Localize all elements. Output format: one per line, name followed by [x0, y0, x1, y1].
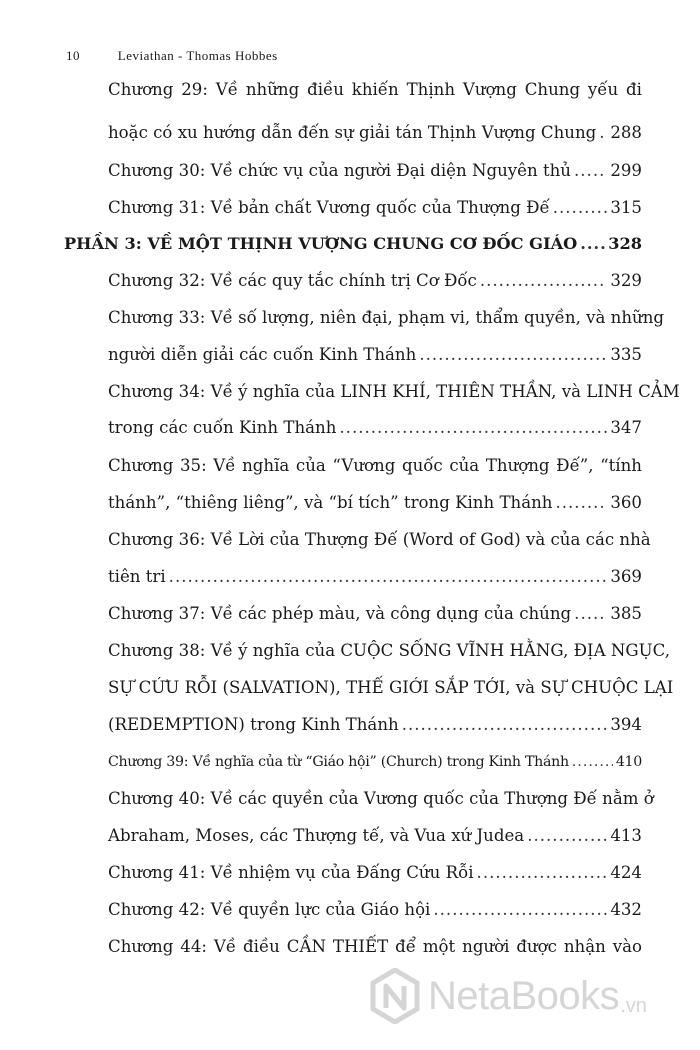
toc-entry-title: Chương 37: Về các phép màu, và công dụng của chúng [108, 604, 572, 623]
toc-page-number: 315 [610, 198, 642, 217]
dot-leader [599, 115, 607, 151]
toc-line[interactable] [108, 559, 642, 595]
dot-leader [553, 190, 608, 226]
toc-page-number: 329 [610, 271, 642, 290]
toc-line[interactable] [108, 744, 642, 780]
toc-entry-title: (REDEMPTION) trong Kinh Thánh [108, 715, 399, 734]
toc-page-number: 288 [610, 123, 642, 142]
toc-line[interactable] [108, 410, 642, 446]
toc-entry-title: Chương 39: Về nghĩa của từ “Giáo hội” (Church) trong Kinh Thánh [108, 754, 569, 770]
toc-line: Chương 38: Về ý nghĩa của CUỘC SỐNG VĨNH HẰNG, ĐỊA NGỤC, [108, 641, 670, 660]
toc-line[interactable] [108, 190, 642, 226]
dot-leader [574, 153, 607, 189]
toc-entry-title: tiên tri [108, 567, 166, 586]
dot-leader [339, 410, 607, 446]
toc-line: Chương 29: Về những điều khiến Thịnh Vượng Chung yếu đi [108, 80, 642, 99]
toc-entry-title: Chương 41: Về nhiệm vụ của Đấng Cứu Rỗi [108, 863, 474, 882]
netabooks-logo-icon [370, 968, 420, 1024]
toc-line[interactable] [108, 707, 642, 743]
toc-line[interactable] [108, 855, 642, 891]
toc-entry-title: Chương 32: Về các quy tắc chính trị Cơ Đốc [108, 271, 477, 290]
toc-page-number: 347 [610, 418, 642, 437]
dot-leader [580, 226, 605, 262]
toc-line: SỰ CỨU RỖI (SALVATION), THẾ GIỚI SẮP TỚI, và SỰ CHUỘC LẠI [108, 678, 674, 697]
toc-line: Chương 40: Về các quyền của Vương quốc của Thượng Đế nằm ở [108, 789, 654, 808]
toc-page-number: 413 [610, 826, 642, 845]
toc-line: Chương 33: Về số lượng, niên đại, phạm vi, thẩm quyền, và những [108, 308, 665, 327]
toc-page-number: 335 [610, 345, 642, 364]
running-header [66, 48, 278, 64]
dot-leader [433, 892, 607, 928]
watermark-brand: NetaBooks [428, 973, 620, 1018]
toc-entry-title: hoặc có xu hướng dẫn đến sự giải tán Thịnh Vượng Chung [108, 123, 597, 142]
toc-entry-title: Chương 31: Về bản chất Vương quốc của Thượng Đế [108, 198, 550, 217]
page-number: 10 [66, 48, 80, 63]
toc-page-number: 394 [610, 715, 642, 734]
dot-leader [419, 337, 607, 373]
toc-entry-title: Chương 30: Về chức vụ của người Đại diện Nguyên thủ [108, 161, 571, 180]
dot-leader [572, 744, 613, 780]
toc-page-number: 328 [608, 234, 642, 253]
dot-leader [477, 855, 608, 891]
toc-page-number: 299 [610, 161, 642, 180]
dot-leader [480, 263, 607, 299]
toc-line: Chương 44: Về điều CẦN THIẾT để một người được nhận vào [108, 937, 642, 956]
dot-leader [574, 596, 607, 632]
toc-entry-title: Abraham, Moses, các Thượng tế, và Vua xứ Judea [108, 826, 525, 845]
toc-entry-title: trong các cuốn Kinh Thánh [108, 418, 337, 437]
toc-page-number: 432 [610, 900, 642, 919]
toc-line[interactable] [108, 153, 642, 189]
dot-leader [527, 818, 607, 854]
toc-page-number: 424 [610, 863, 642, 882]
toc-line[interactable] [108, 485, 642, 521]
watermark-logo [370, 968, 647, 1024]
running-title: Leviathan - Thomas Hobbes [117, 48, 278, 63]
toc-line[interactable] [108, 818, 642, 854]
toc-entry-title: thánh”, “thiêng liêng”, và “bí tích” trong Kinh Thánh [108, 493, 553, 512]
toc-entry-title: người diễn giải các cuốn Kinh Thánh [108, 345, 417, 364]
toc-line: Chương 34: Về ý nghĩa của LINH KHÍ, THIÊN THẦN, và LINH CẢM [108, 382, 680, 401]
toc-line[interactable] [108, 596, 642, 632]
toc-page-number: 360 [610, 493, 642, 512]
toc-page-number: 410 [615, 754, 642, 770]
toc-entry-title: PHẦN 3: VỀ MỘT THỊNH VƯỢNG CHUNG CƠ ĐỐC GIÁO [64, 234, 578, 253]
toc-page-number: 369 [610, 567, 642, 586]
toc-entry-title: Chương 42: Về quyền lực của Giáo hội [108, 900, 431, 919]
toc-line[interactable] [108, 892, 642, 928]
watermark-tld: .vn [620, 995, 647, 1017]
toc-page-number: 385 [610, 604, 642, 623]
dot-leader [169, 559, 608, 595]
dot-leader [555, 485, 607, 521]
toc-line[interactable] [108, 115, 642, 151]
toc-part-heading[interactable] [64, 226, 642, 262]
toc-line[interactable] [108, 263, 642, 299]
dot-leader [402, 707, 608, 743]
toc-line: Chương 36: Về Lời của Thượng Đế (Word of God) và của các nhà [108, 530, 651, 549]
toc-line[interactable] [108, 337, 642, 373]
toc-line: Chương 35: Về nghĩa của “Vương quốc của Thượng Đế”, “tính [108, 456, 642, 475]
